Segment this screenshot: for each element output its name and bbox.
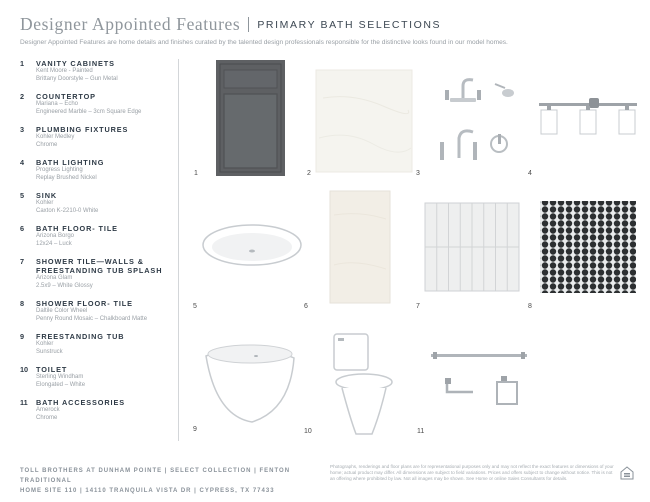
item-number: 6 [20,224,25,233]
selection-item [20,224,180,248]
photo-bath-lighting [525,58,640,180]
item-line: Progress Lighting [36,167,83,173]
item-line: Elongated – White [36,381,86,388]
footer-address: HOME SITE 110 | 14110 TRANQUILA VISTA DR | CYPRESS, TX 77433 [20,488,275,494]
item-line: Chrome [36,141,58,148]
item-line: Arizona Borgo [36,233,75,239]
page-subtitle: PRIMARY BATH SELECTIONS [257,19,442,31]
item-number: 7 [20,257,25,266]
item-line: Kohler [36,200,54,206]
page-title: Designer Appointed Features [20,14,241,34]
item-title: VANITY CABINETS [36,59,115,68]
photo-shower-wall-tile [413,185,528,313]
item-line: Sterling Windham [36,374,84,380]
item-line: 12x24 – Luck [36,240,72,247]
item-title: BATH ACCESSORIES [36,398,125,407]
item-line: Amerock [36,407,60,413]
bath-light-fixture-icon [525,58,640,180]
selection-item [20,125,180,149]
item-title: SINK [36,191,58,200]
selection-item [20,257,180,290]
bath-accessories-icon [413,318,538,443]
item-line: Penny Round Mosaic – Chalkboard Matte [36,315,148,322]
selection-item [20,299,180,323]
photo-bath-floor-tile [300,185,415,313]
item-line: Replay Brushed Nickel [36,174,97,181]
selection-item [20,59,180,83]
photo-toilet [300,318,415,443]
page-header [20,14,630,54]
item-line: 2.5x9 – White Glossy [36,282,93,289]
photo-number: 3 [416,170,420,177]
item-line: Kent Moore - Painted [36,68,93,74]
footer-community: TOLL BROTHERS AT DUNHAM POINTE | SELECT COLLECTION | FENTON TRADITIONAL [20,468,291,484]
item-title: PLUMBING FIXTURES [36,125,129,134]
selection-item [20,398,180,422]
selection-item [20,191,180,215]
item-line: Caxton K-2210-0 White [36,207,99,214]
plumbing-fixtures-icon [413,58,528,180]
item-number: 9 [20,332,25,341]
photo-sink [190,185,310,313]
item-title: TOILET [36,365,68,374]
item-line: Chrome [36,414,58,421]
item-line: Sunstruck [36,348,63,355]
item-number: 8 [20,299,25,308]
selections-list [20,59,180,431]
shower-wall-tile-icon [413,185,528,313]
photo-number: 4 [528,170,532,177]
item-title: SHOWER TILE—WALLS & FREESTANDING TUB SPLASH [36,257,163,275]
photo-shower-floor-tile [525,185,640,313]
photo-vanity-cabinet [190,58,300,180]
item-number: 5 [20,191,25,200]
item-line: Mariana – Echo [36,101,79,107]
penny-round-mosaic-icon [525,185,640,313]
item-number: 3 [20,125,25,134]
countertop-swatch-icon [303,58,413,180]
item-line: Engineered Marble – 3cm Square Edge [36,108,142,115]
photo-number: 1 [194,170,198,177]
title-divider [248,17,249,32]
selection-item [20,365,180,389]
item-number: 10 [20,365,29,374]
photo-number: 10 [304,428,312,435]
photo-plumbing-fixtures [413,58,528,180]
item-number: 1 [20,59,25,68]
selection-item [20,332,180,356]
item-title: FREESTANDING TUB [36,332,125,341]
item-title: BATH FLOOR- TILE [36,224,118,233]
photo-number: 7 [416,303,420,310]
item-number: 2 [20,92,25,101]
photo-number: 9 [193,426,197,433]
item-title: BATH LIGHTING [36,158,105,167]
selection-item [20,158,180,182]
column-divider [178,59,179,441]
photo-bath-accessories [413,318,538,443]
equal-housing-icon [620,466,634,480]
sink-icon [190,185,310,313]
item-line: Kohler Medley [36,134,75,140]
item-title: SHOWER FLOOR- TILE [36,299,133,308]
item-line: Daltile Color Wheel [36,308,88,314]
photo-countertop [303,58,413,180]
toilet-icon [300,318,415,443]
item-line: Arizona Glam [36,275,73,281]
item-line: Kohler [36,341,54,347]
footer-info [20,466,320,496]
floor-tile-swatch-icon [300,185,415,313]
photo-number: 11 [417,428,425,435]
item-number: 11 [20,398,28,407]
footer-disclaimer: Photographs, renderings and floor plans are for representational purposes only and may not reflect the exact features or dimensions of your home; actual product may differ. All dimensions are subject to field variations. Prices and offers subject to change without notice. This is not an offering where prohibited by law. Not all images may be shown. See Home or online Sales Consultants for details. [330,464,614,481]
selection-item [20,92,180,116]
item-title: COUNTERTOP [36,92,96,101]
page-description: Designer Appointed Features are home details and finishes curated by the talented design professionals responsible for the distinctive looks found in our model homes. [20,39,508,46]
vanity-cabinet-swatch-icon [190,58,300,180]
photo-freestanding-tub [190,318,310,443]
item-number: 4 [20,158,25,167]
photo-number: 2 [307,170,311,177]
freestanding-tub-icon [190,318,310,443]
photo-number: 5 [193,303,197,310]
photo-number: 8 [528,303,532,310]
photo-number: 6 [304,303,308,310]
item-line: Brittany Doorstyle – Gun Metal [36,75,118,82]
